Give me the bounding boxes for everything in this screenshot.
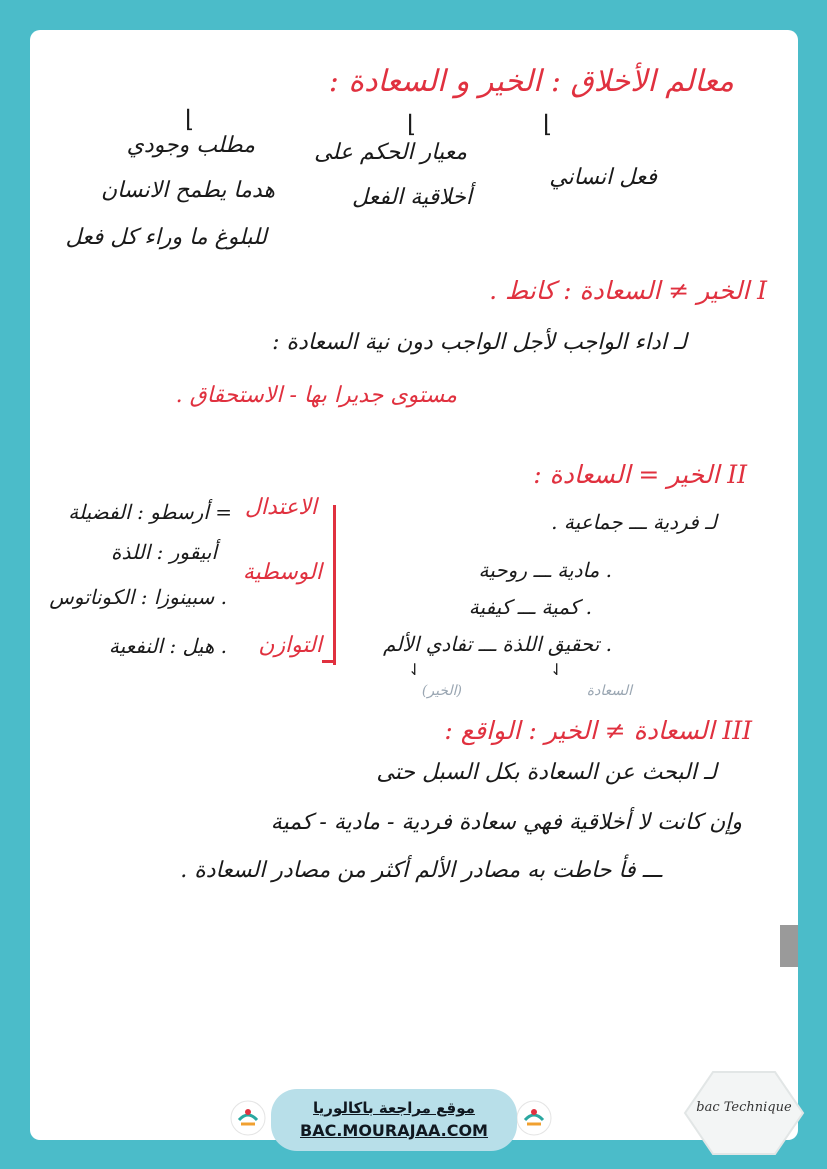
- site-name[interactable]: موقع مراجعة باكالوريا: [313, 1099, 475, 1117]
- definition-left-line: هدما يطمح الانسان: [101, 178, 275, 203]
- arrow-down-icon: ⇃: [550, 660, 564, 679]
- section-3-heading: III السعادة ≠ الخير : الواقع :: [444, 716, 752, 745]
- philosopher-entry: = أرسطو : الفضيلة: [68, 500, 232, 524]
- faint-label: (الخير): [421, 683, 462, 699]
- site-banner[interactable]: [271, 1089, 517, 1151]
- section-2-item: لـ فردية ـــ جماعية .: [551, 510, 717, 534]
- site-logo-icon: [230, 1100, 266, 1136]
- philosopher-entry: . سبينوزا : الكوناتوس: [49, 585, 227, 609]
- section-2-item: . تحقيق اللذة ـــ تفادي الألم: [383, 632, 612, 656]
- section-3-line: وإن كانت لا أخلاقية فهي سعادة فردية - مادية - كمية: [270, 810, 742, 835]
- philosopher-entry: . هيل : النفعية: [108, 634, 227, 658]
- definition-right: فعل انساني: [549, 165, 657, 190]
- definition-middle-line: معيار الحكم على: [314, 140, 467, 165]
- bracket-divider: [322, 660, 336, 663]
- section-2-item: . كمية ـــ كيفية: [468, 595, 592, 619]
- middle-term: الاعتدال: [244, 495, 317, 520]
- middle-term: الوسطية: [242, 560, 322, 585]
- definition-left-line: للبلوغ ما وراء كل فعل: [65, 225, 267, 250]
- section-1-line: لـ اداء الواجب لأجل الواجب دون نية السعادة :: [272, 330, 687, 355]
- section-3-line: لـ البحث عن السعادة بكل السبل حتى: [376, 760, 717, 785]
- middle-term: التوازن: [258, 633, 322, 658]
- site-logo-icon: [516, 1100, 552, 1136]
- bracket-divider: [333, 505, 336, 665]
- definition-left-line: مطلب وجودي: [126, 133, 255, 158]
- philosopher-entry: أبيقور : اللذة: [111, 540, 217, 564]
- section-1-heading: I الخير ≠ السعادة : كانط .: [489, 276, 767, 305]
- scan-edge-mark: [780, 925, 798, 967]
- faint-label: السعادة: [586, 683, 632, 699]
- site-url-link[interactable]: BAC.MOURAJAA.COM: [300, 1121, 488, 1140]
- definition-middle-line: أخلاقية الفعل: [351, 185, 472, 210]
- page-title: معالم الأخلاق : الخير و السعادة :: [328, 64, 734, 99]
- arrow-down-icon: ⌊: [185, 105, 195, 133]
- section-3-line: ـــ فأ حاطت به مصادر الألم أكثر من مصادر السعادة .: [180, 858, 662, 883]
- arrow-down-icon: ⇃: [408, 660, 422, 679]
- section-2-heading: II الخير = السعادة :: [533, 460, 747, 489]
- arrow-down-icon: ⌊: [543, 110, 553, 138]
- section-2-item: . مادية ـــ روحية: [478, 558, 612, 582]
- section-1-line: مستوى جديرا بها - الاستحقاق .: [175, 383, 457, 408]
- arrow-down-icon: ⌊: [407, 110, 417, 138]
- watermark-text: bac Technique: [696, 1100, 792, 1115]
